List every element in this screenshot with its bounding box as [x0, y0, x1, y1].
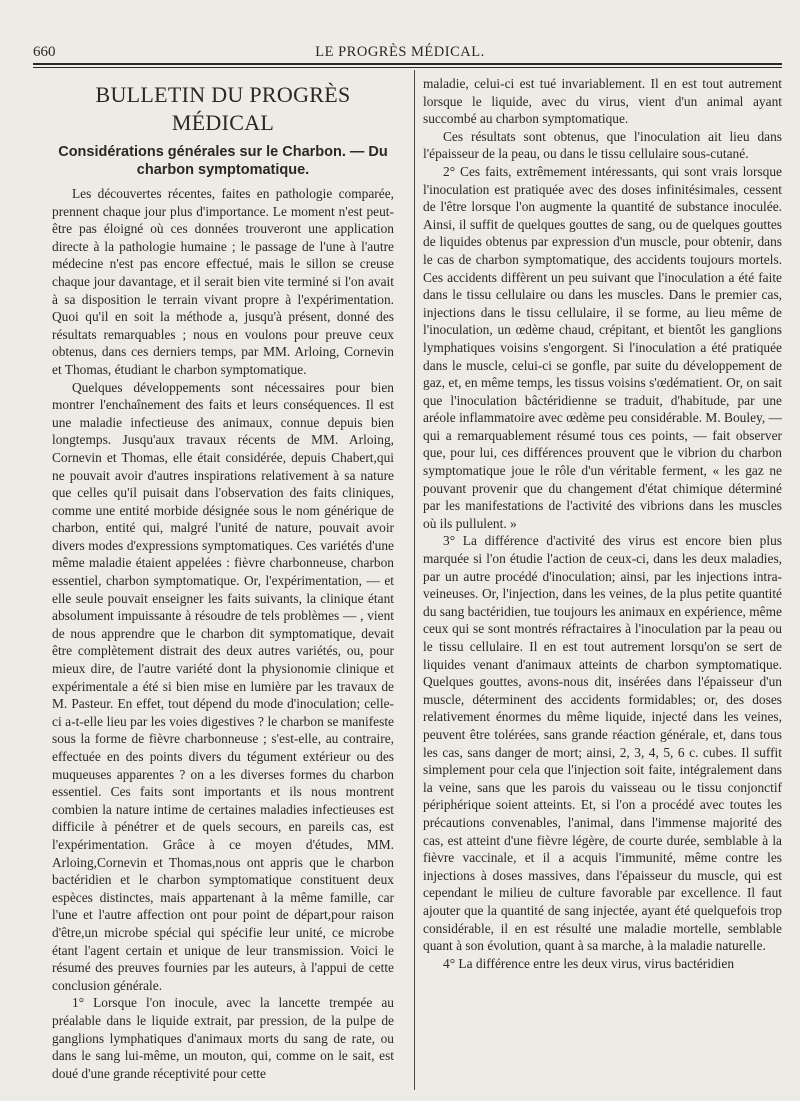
paragraph: 2° Ces faits, extrêmement intéressants, qui sont vrais lorsque l'inoculation est pratiquée avec des doses infinitésimales, cessent de l'être lorsque l'on augmente la quantité de substance inoculée. Ainsi, il suffit de quelques gouttes de sang, ou de quelques gouttes de liquides obtenus par expression d'un muscle, pour obtenir, dans le cas de charbon symptomatique, des accidents toujours mortels. Ces accidents diffèrent un peu suivant que l'inoculation a été faite dans le tissu cellulaire ou dans les muscles. Dans le premier cas, injections dans le tissu cellulaire, il se forme, au lieu même de l'inoculation, un œdème chaud, crépitant, et bientôt les ganglions lymphatiques voisins s'engorgent. Si l'inoculation a été pratiquée dans le muscle, celui-ci se gonfle, par suite du développement de gaz, et, en même temps, les tissus voisins s'œdématient. Or, on sait que l'inoculation bâctéridienne se traduit, d'habitude, par une aréole inflammatoire avec œdème peu considérable. M. Bouley, — qui a remarquablement résumé tous ces points, — fait observer que, pour lui, ces différences prouvent que le vibrion du charbon symptomatique joue le rôle d'un véritable ferment, « les gaz ne pouvant provenir que du changement d'état chimique déterminé par les manifestations de l'activité des vibrions dans les muscles où ils pullulent. » [423, 163, 782, 531]
header-rule-thin [33, 67, 782, 68]
paragraph: Ces résultats sont obtenus, que l'inoculation ait lieu dans l'épaisseur de la peau, ou dans le tissu cellulaire sous-cutané. [423, 128, 782, 162]
header-rule [33, 63, 782, 65]
paragraph: maladie, celui-ci est tué invariablement. Il en est tout autrement lorsque le liquide, avec du virus, vient d'un animal ayant succombé au charbon symptomatique. [423, 76, 782, 127]
paragraph: Quelques développements sont nécessaires pour bien montrer l'enchaînement des faits et leurs conséquences. Il est une maladie infectieuse des animaux, connue depuis bien longtemps. Jusqu'aux travaux récents de MM. Arloing, Cornevin et Thomas, elle était considérée, depuis Chabert,qui ne pouvait avoir d'autres inspirations relativement à sa nature que celles qu'il puisait dans l'observation des faits cliniques, comme une entité morbide désignée sous le nom générique de charbon, entité qui, malgré l'unité de nature, pouvait avoir divers modes d'expressions symptomatiques. Ces variétés d'une même maladie étaient appelées : fièvre charbonneuse, charbon essentiel, charbon symptomatique. Or, l'expérimentation, — et elle seule pouvait enseigner les faits suivants, la clinique étant absolument impuissante à résoudre de tels problèmes — , vient de nous apprendre que le charbon dit symptomatique, devait être complètement distrait des deux autres variétés, ou, pour mieux dire, de l'autre variété dont la physionomie clinique et expérimentale a été si bien mise en lumière par les travaux de M. Pasteur. En effet, tout dépend du mode d'inoculation; celle-ci a-t-elle lieu par les voies digestives ? le charbon se manifeste sous la forme de fièvre charbonneuse ; s'est-elle, au contraire, effectuée en des points divers du tégument extérieur ou des muqueuses apparentes ? on a les diverses formes du charbon essentiel. Ces faits sont importants et ils nous montrent combien la nature intime de certaines maladies infectieuses est difficile à pénétrer et de quels secours, en pareils cas, est l'expérimentation. Grâce à ce moyen d'études, MM. Arloing,Cornevin et Thomas,nous ont appris que le charbon bactéridien et le charbon symptomatique constituent deux espèces distinctes, mais appartenant à la même famille, car l'une et l'autre affection ont pour point de départ,pour raison d'être,un microbe spécial qui spécifie leur unité, ce microbe étant l'agent certain et unique de leur transmission. Voici le résumé des preuves fournies par les auteurs, à l'appui de cette conclusion générale. [52, 379, 394, 993]
paragraph: 4° La différence entre les deux virus, virus bactéridien [443, 955, 735, 971]
paragraph: Les découvertes récentes, faites en pathologie comparée, prennent chaque jour plus d'importance. Le moment n'est peut-être pas éloigné où ces données trouveront une application directe à la pathologie humaine ; le passage de l'une à l'autre médecine n'est pas encore effectué, mais le sillon se creuse chaque jour davantage, et il serait bien vite terminé si l'on avait à sa disposition le terrain vivant propre à l'expérimentation. Quoi qu'il en soit la méthode a, jusqu'à présent, donné des résultats remarquables ; nous en voulons pour preuve ceux obtenus, dans ces derniers temps, par MM. Arloing, Cornevin et Thomas, étudiant le charbon symptomatique. [52, 186, 394, 377]
right-column [423, 75, 782, 972]
paragraph: 3° La différence d'activité des virus est encore bien plus marquée si l'on étudie l'action de ceux-ci, dans les deux maladies, par un autre procédé d'inoculation; ainsi, par les injections intra-veineuses. Or, l'injection, dans les veines, de la plus petite quantité du sang bactéridien, tue toujours les animaux en expérience, même ceux qui se sont montrés réfractaires à l'inoculation par la peau ou le tissu cellulaire. Il en est tout autrement lorsqu'on se sert de liquides venant d'animaux atteints de charbon symptomatique. Quelques gouttes, avons-nous dit, insérées dans l'épaisseur d'un muscle, déterminent des accidents formidables; or, des doses relativement énormes du même liquide, injecté dans les veines, peuvent être tolérées, sans grande réaction générale, et, dans tous les cas, sans danger de mort; ainsi, 2, 3, 4, 5, 6 c. cubes. Il suffit simplement pour cela que l'injection soit faite, intégralement dans la veine, sans que les parois du vaisseau ou le tissu conjonctif périphérique soient atteints. Et, si l'on a procédé avec toutes les précautions convenables, l'animal, dans l'immense majorité des cas, est atteint d'une fièvre légère, de courte durée, semblable à la fièvre vaccinale, et il a acquis l'immunité, même contre les injections à doses massives, dans l'épaisseur du muscle, qui est cependant le milieu de culture favorable par excellence. Il faut ajouter que la quantité de sang injectée, ayant été quelquefois trop considérable, il en est résulté une maladie mortelle, semblable quant à son évolution, quant à sa marche, à la maladie naturelle. [423, 533, 782, 954]
article-heading: Considérations générales sur le Charbon. — Du charbon symptomatique. [58, 144, 388, 178]
left-column [52, 75, 394, 1082]
paragraph: 1° Lorsque l'on inocule, avec la lancette trempée au préalable dans le liquide extrait, par pression, de la pulpe de ganglions lymphatiques d'animaux morts du sang de rate, ou dans le sang lui-même, un mouton, qui, comme on le sait, est doué d'une grande réceptivité pour cette [52, 995, 394, 1081]
page-number: 660 [33, 44, 56, 60]
column-divider [414, 70, 415, 1090]
bulletin-title: BULLETIN DU PROGRÈS MÉDICAL [95, 82, 351, 135]
running-title: LE PROGRÈS MÉDICAL. [315, 44, 485, 60]
